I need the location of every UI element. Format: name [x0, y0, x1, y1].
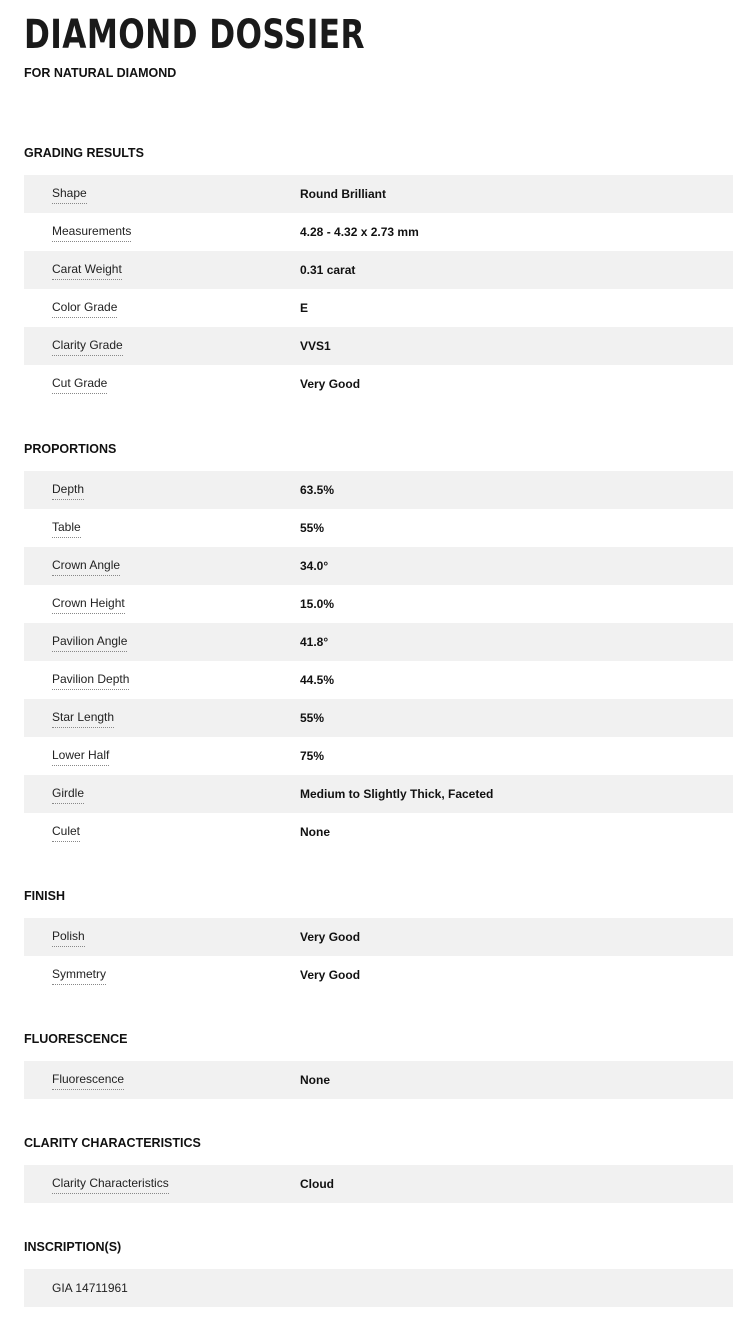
row-value: 0.31 carat [300, 262, 356, 277]
row-label[interactable]: Depth [52, 482, 84, 500]
table-row [24, 918, 733, 956]
table-row [24, 175, 733, 213]
section-title: FINISH [24, 889, 65, 903]
row-value: Very Good [300, 376, 361, 391]
row-value: E [300, 300, 309, 315]
row-value: 34.0° [300, 558, 329, 573]
row-label[interactable]: Star Length [52, 710, 114, 728]
row-value: Very Good [300, 967, 361, 982]
row-label[interactable]: Cut Grade [52, 376, 107, 394]
table-row [24, 547, 733, 585]
fluorescence-section [24, 1031, 733, 1099]
row-value: 44.5% [300, 672, 335, 687]
section-title: GRADING RESULTS [24, 146, 144, 160]
table-row [24, 1061, 733, 1099]
page-title: DIAMOND DOSSIER [24, 12, 365, 58]
row-label[interactable]: Culet [52, 824, 80, 842]
table-row [24, 1165, 733, 1203]
clarity-characteristics-section [24, 1135, 733, 1203]
table-row [24, 365, 733, 403]
row-value: Very Good [300, 929, 361, 944]
page-subtitle: FOR NATURAL DIAMOND [24, 66, 177, 80]
row-value: 55% [300, 710, 325, 725]
section-title: INSCRIPTION(S) [24, 1240, 122, 1254]
table-row [24, 737, 733, 775]
table-row [24, 813, 733, 851]
table-row [24, 1269, 733, 1307]
section-title: PROPORTIONS [24, 442, 117, 456]
row-value: VVS1 [300, 338, 331, 353]
row-value: 75% [300, 748, 325, 763]
row-value: Cloud [300, 1176, 334, 1191]
table-row [24, 775, 733, 813]
table-row [24, 327, 733, 365]
row-value: None [300, 824, 330, 839]
table-row [24, 699, 733, 737]
row-value: Medium to Slightly Thick, Faceted [300, 786, 494, 801]
table-row [24, 251, 733, 289]
table-row [24, 661, 733, 699]
row-value: 15.0% [300, 596, 335, 611]
row-label[interactable]: Clarity Characteristics [52, 1176, 169, 1194]
table-row [24, 585, 733, 623]
table-row [24, 289, 733, 327]
table-row [24, 623, 733, 661]
table-row [24, 956, 733, 994]
row-label[interactable]: Lower Half [52, 748, 109, 766]
row-label[interactable]: Crown Angle [52, 558, 120, 576]
grading-results-section [24, 145, 733, 403]
row-value: 41.8° [300, 634, 329, 649]
table-row [24, 471, 733, 509]
row-label[interactable]: Measurements [52, 224, 131, 242]
row-value: 55% [300, 520, 325, 535]
row-value: Round Brilliant [300, 186, 386, 201]
row-label[interactable]: Polish [52, 929, 85, 947]
row-value: 4.28 - 4.32 x 2.73 mm [300, 224, 419, 239]
inscription-text: GIA 14711961 [52, 1280, 128, 1295]
row-label[interactable]: Crown Height [52, 596, 125, 614]
row-label[interactable]: Clarity Grade [52, 338, 123, 356]
table-row [24, 213, 733, 251]
row-value: None [300, 1072, 330, 1087]
table-row [24, 509, 733, 547]
row-label[interactable]: Symmetry [52, 967, 106, 985]
row-label[interactable]: Fluorescence [52, 1072, 124, 1090]
section-title: CLARITY CHARACTERISTICS [24, 1136, 201, 1150]
row-label[interactable]: Pavilion Depth [52, 672, 129, 690]
inscriptions-section [24, 1239, 733, 1307]
row-label[interactable]: Shape [52, 186, 87, 204]
row-value: 63.5% [300, 482, 335, 497]
proportions-section [24, 441, 733, 851]
finish-section [24, 888, 733, 994]
row-label[interactable]: Color Grade [52, 300, 117, 318]
row-label[interactable]: Table [52, 520, 81, 538]
section-title: FLUORESCENCE [24, 1032, 128, 1046]
row-label[interactable]: Carat Weight [52, 262, 122, 280]
row-label[interactable]: Pavilion Angle [52, 634, 127, 652]
row-label[interactable]: Girdle [52, 786, 84, 804]
